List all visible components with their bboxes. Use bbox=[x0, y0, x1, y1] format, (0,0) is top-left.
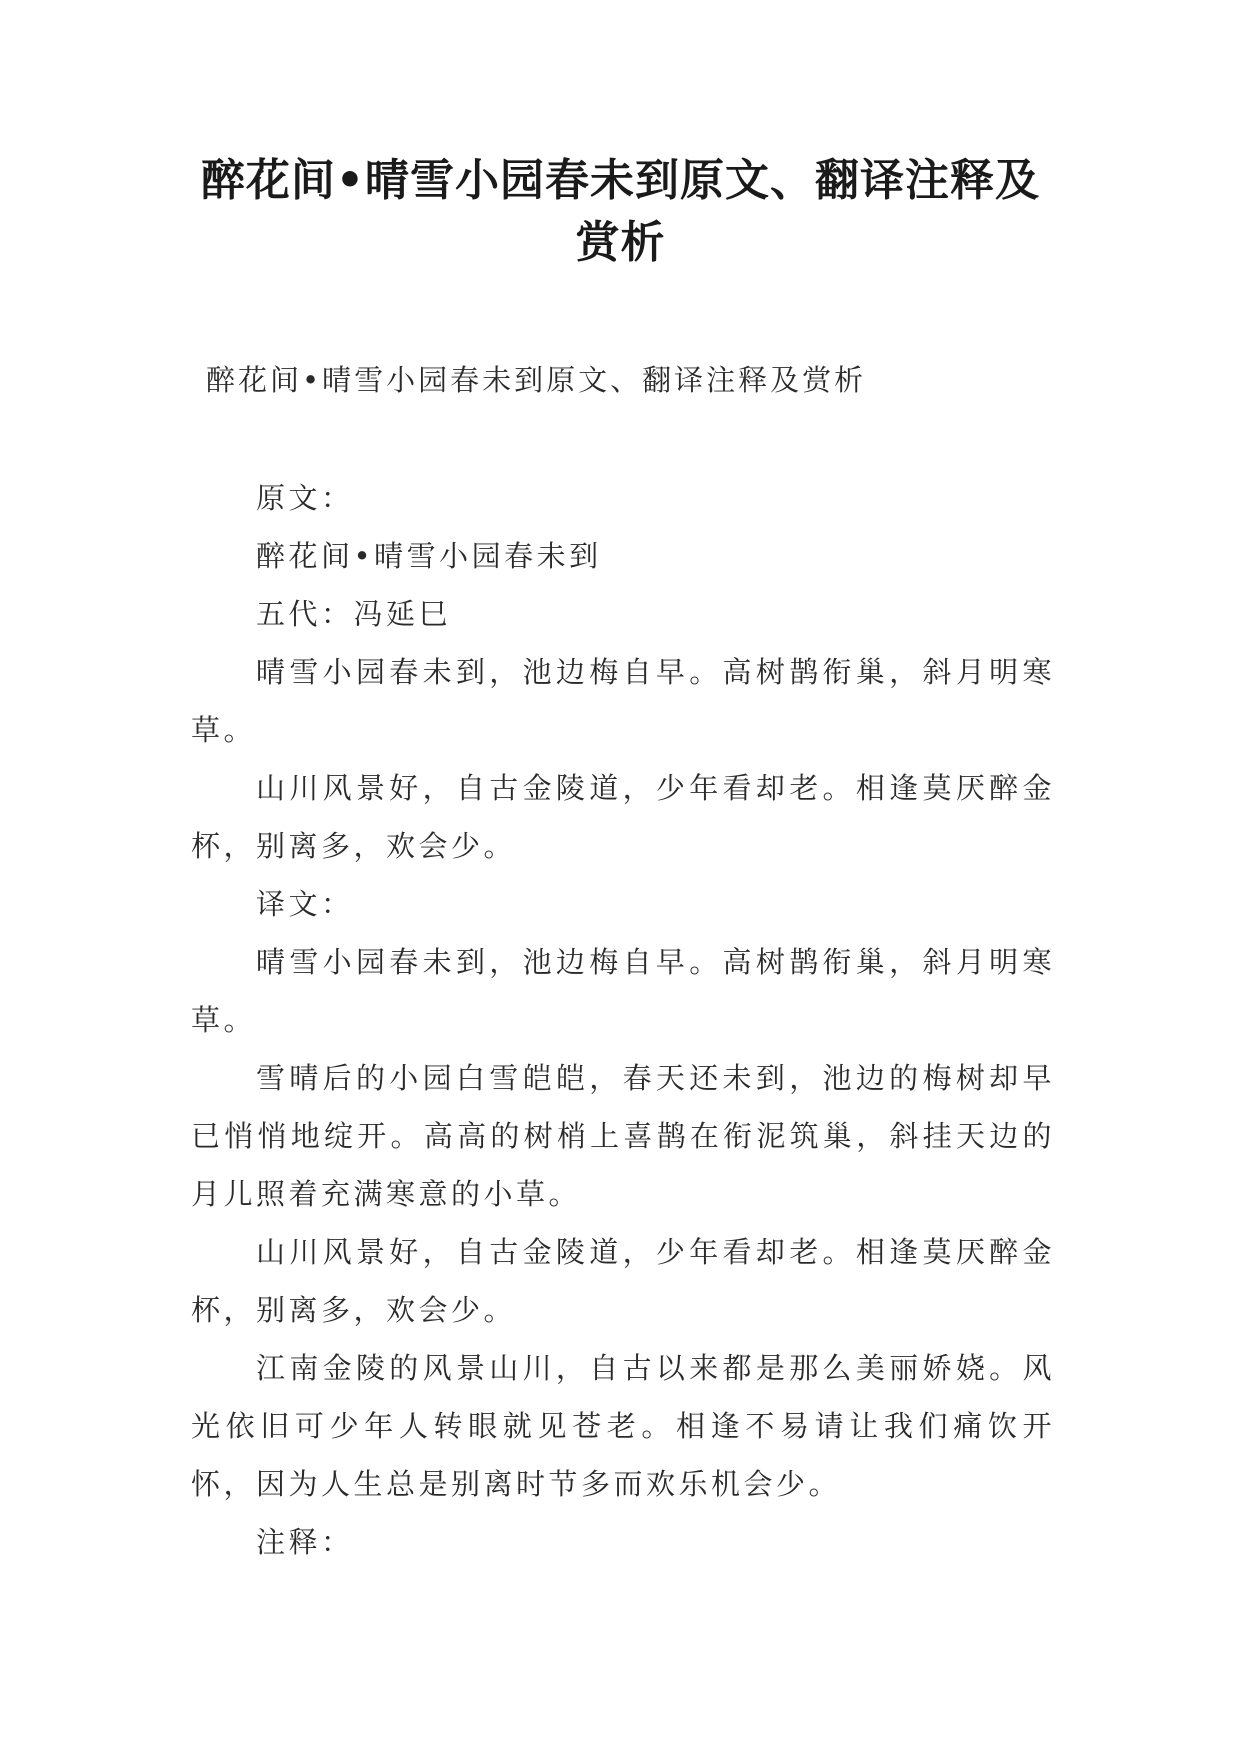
translation-source-2: 山川风景好，自古金陵道，少年看却老。相逢莫厌醉金杯，别离多，欢会少。 bbox=[191, 1235, 1055, 1327]
section-heading-translation: 译文： bbox=[256, 887, 354, 921]
translation-source-1: 晴雪小园春未到，池边梅自早。高树鹊衔巢，斜月明寒草。 bbox=[191, 945, 1055, 1037]
translation-text-1: 雪晴后的小园白雪皑皑，春天还未到，池边的梅树却早已悄悄地绽开。高高的树梢上喜鹊在衔泥筑巢，斜挂天边的月儿照着充满寒意的小草。 bbox=[191, 1061, 1055, 1211]
poem-stanza-2: 山川风景好，自古金陵道，少年看却老。相逢莫厌醉金杯，别离多，欢会少。 bbox=[191, 771, 1055, 863]
section-heading-notes: 注释： bbox=[256, 1525, 354, 1559]
document-subtitle: 醉花间•晴雪小园春未到原文、翻译注释及赏析 bbox=[206, 363, 867, 397]
section-heading-original: 原文： bbox=[256, 481, 354, 515]
poem-title: 醉花间•晴雪小园春未到 bbox=[256, 539, 602, 573]
document-body bbox=[191, 469, 1055, 1571]
translation-text-2: 江南金陵的风景山川，自古以来都是那么美丽娇娆。风光依旧可少年人转眼就见苍老。相逢不易请让我们痛饮开怀，因为人生总是别离时节多而欢乐机会少。 bbox=[191, 1351, 1055, 1501]
poem-author: 五代：冯延巳 bbox=[256, 597, 452, 631]
poem-stanza-1: 晴雪小园春未到，池边梅自早。高树鹊衔巢，斜月明寒草。 bbox=[191, 655, 1055, 747]
document-title: 醉花间•晴雪小园春未到原文、翻译注释及赏析 bbox=[200, 155, 1041, 268]
